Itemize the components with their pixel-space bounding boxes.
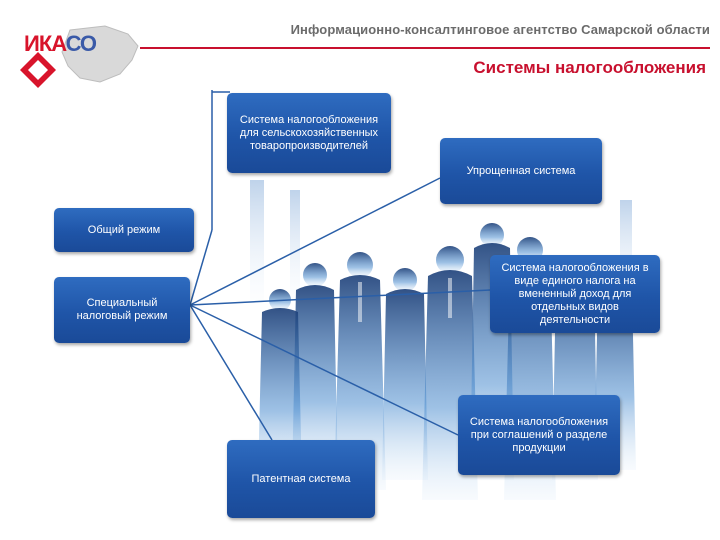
connector-special-to-imputed: [190, 290, 490, 305]
node-special-regime: Специальный налоговый режим: [54, 277, 190, 343]
node-patent: Патентная система: [227, 440, 375, 518]
logo-text: ИКАСО: [24, 31, 97, 56]
slide-title: Системы налогообложения: [473, 58, 706, 77]
node-production-sharing: Система налогообложения при соглашений о разделе продукции: [458, 395, 620, 475]
node-imputed-income: Система налогообложения в виде единого налога на вмененный доход для отдельных видов деятельности: [490, 255, 660, 333]
node-general-regime: Общий режим: [54, 208, 194, 252]
connector-special-to-simplified: [190, 178, 440, 305]
node-agricultural: Система налогообложения для сельскохозяйственных товаропроизводителей: [227, 93, 391, 173]
node-simplified: Упрощенная система: [440, 138, 602, 204]
agency-title: Информационно-консалтинговое агентство Самарской области: [290, 22, 710, 37]
